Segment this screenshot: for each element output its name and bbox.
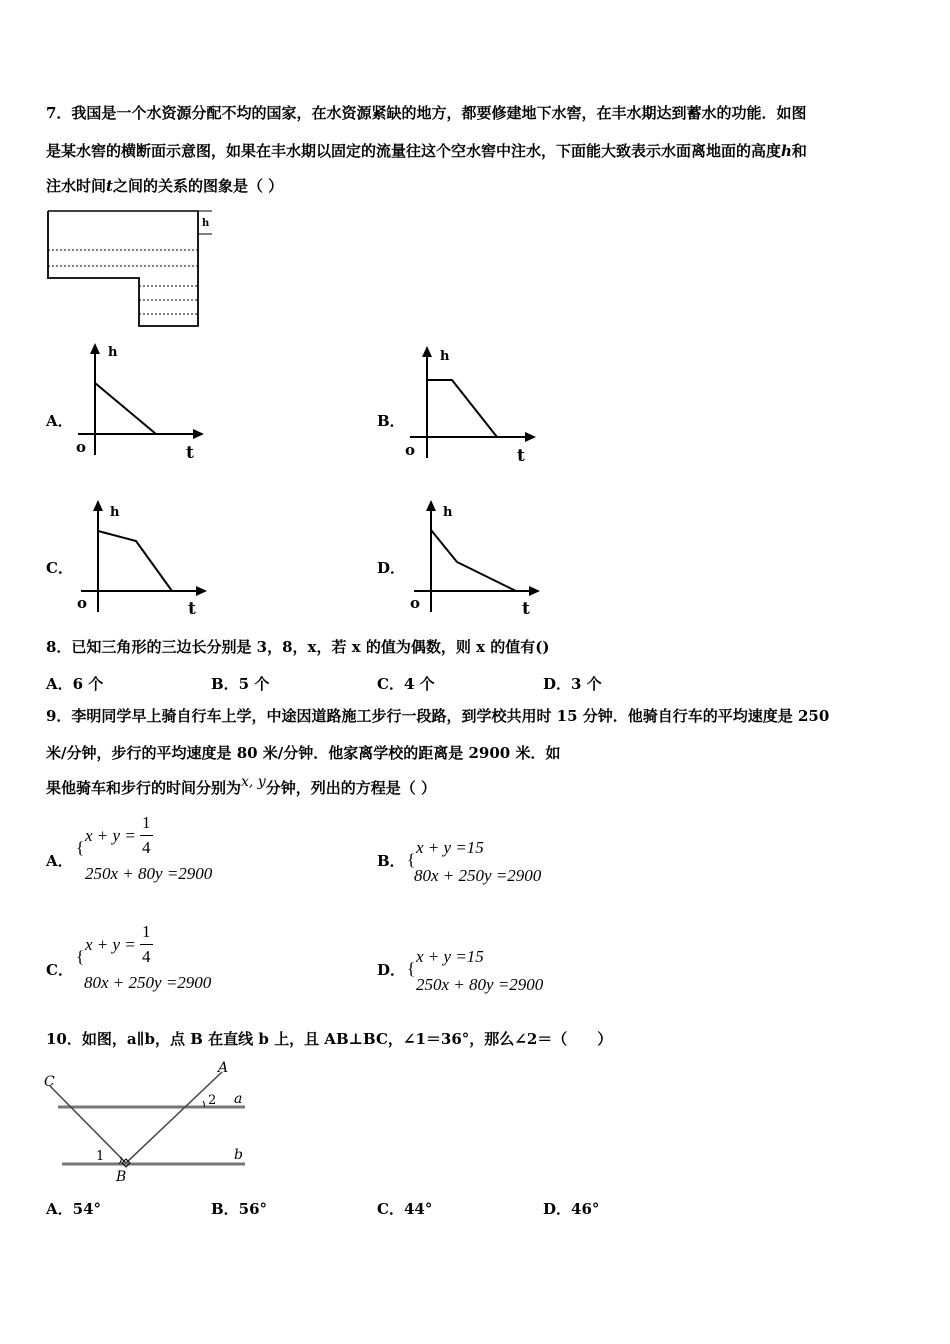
svg-text:o: o bbox=[405, 441, 416, 459]
label-b: B bbox=[116, 1169, 127, 1185]
graph-curve bbox=[427, 380, 497, 437]
svg-text:h: h bbox=[110, 505, 120, 520]
q9-line2: 米/分钟，步行的平均速度是 80 米/分钟．他家离学校的距离是 2900 米．如 bbox=[46, 744, 561, 762]
q9-d-eq1: x + y =15 bbox=[416, 947, 484, 966]
brace: { bbox=[407, 850, 416, 869]
q7-graph-c[interactable] bbox=[73, 497, 223, 622]
q7-line2 bbox=[46, 136, 807, 166]
label-2: 2 bbox=[208, 1093, 217, 1108]
q7-option-d-label[interactable]: D． bbox=[377, 559, 406, 577]
svg-text:h: h bbox=[443, 505, 453, 520]
q9-line3 bbox=[46, 773, 436, 804]
label-c: C bbox=[44, 1074, 55, 1090]
q9-option-a-label[interactable]: A． bbox=[46, 852, 73, 870]
q7-line3 bbox=[46, 171, 283, 201]
graph-curve bbox=[95, 383, 156, 434]
segment-bc bbox=[50, 1086, 126, 1163]
svg-text:o: o bbox=[76, 438, 87, 456]
q9-line3b: 分钟，列出的方程是（ ） bbox=[265, 779, 436, 797]
fraction-bar bbox=[140, 835, 153, 836]
graph-curve bbox=[98, 531, 172, 591]
q9-c-eq1: x + y = bbox=[85, 935, 136, 954]
q7-option-a-label[interactable]: A． bbox=[46, 412, 73, 430]
q8-option-c[interactable]: C．4 个 bbox=[377, 675, 435, 693]
q9-c-den: 4 bbox=[142, 947, 151, 966]
q10-stem: 10．如图，a∥b，点 B 在直线 b 上，且 AB⊥BC，∠1＝36°，那么∠2＝（ ） bbox=[46, 1030, 613, 1048]
q7-option-b-label[interactable]: B． bbox=[377, 412, 405, 430]
q9-line1: 9．李明同学早上骑自行车上学，中途因道路施工步行一段路，到学校共用时 15 分钟．他骑自行车的平均速度是 250 bbox=[46, 707, 830, 725]
q9-a-den: 4 bbox=[142, 838, 151, 857]
brace: { bbox=[407, 959, 416, 978]
q9-b-eq2: 80x + 250y =2900 bbox=[414, 866, 542, 885]
q8-option-b[interactable]: B．5 个 bbox=[211, 675, 270, 693]
q10-option-d[interactable]: D．46° bbox=[543, 1200, 600, 1218]
label-1: 1 bbox=[96, 1149, 105, 1164]
fraction-bar bbox=[140, 944, 153, 945]
q9-a-eq1: x + y = bbox=[85, 826, 136, 845]
svg-text:o: o bbox=[410, 594, 421, 612]
q8-option-d[interactable]: D．3 个 bbox=[543, 675, 602, 693]
cellar-outline bbox=[48, 211, 198, 326]
q10-option-a[interactable]: A．54° bbox=[46, 1200, 102, 1218]
svg-text:t: t bbox=[186, 443, 194, 463]
q9-b-eq1: x + y =15 bbox=[416, 838, 484, 857]
q10-option-b[interactable]: B．56° bbox=[211, 1200, 268, 1218]
q9-a-eq2: 250x + 80y =2900 bbox=[85, 864, 213, 883]
q7-var-h: h bbox=[781, 142, 792, 160]
q7-graph-a[interactable] bbox=[70, 340, 220, 465]
q9-option-d-label[interactable]: D． bbox=[377, 961, 406, 979]
svg-text:o: o bbox=[77, 594, 88, 612]
svg-text:h: h bbox=[440, 349, 450, 364]
q9-a-num: 1 bbox=[142, 813, 151, 832]
q8-option-a[interactable]: A．6 个 bbox=[46, 675, 104, 693]
q7-option-c-label[interactable]: C． bbox=[46, 559, 73, 577]
q7-line2b: 和 bbox=[791, 142, 807, 160]
q9-c-eq2: 80x + 250y =2900 bbox=[84, 973, 212, 992]
q9-c-num: 1 bbox=[142, 922, 151, 941]
svg-text:t: t bbox=[517, 446, 525, 466]
q10-figure bbox=[40, 1056, 260, 1186]
diagram-h-label: h bbox=[202, 218, 210, 229]
q7-var-t: t bbox=[106, 177, 113, 195]
q10-option-c[interactable]: C．44° bbox=[377, 1200, 433, 1218]
brace: { bbox=[76, 838, 85, 857]
q7-graph-d[interactable] bbox=[406, 497, 556, 622]
q7-graph-b[interactable] bbox=[402, 343, 552, 468]
q9-option-b-label[interactable]: B． bbox=[377, 852, 405, 870]
q7-line3a: 注水时间 bbox=[46, 177, 107, 195]
label-line-a: a bbox=[234, 1091, 243, 1107]
q7-line2a: 是某水窖的横断面示意图，如果在丰水期以固定的流量往这个空水窖中注水，下面能大致表示水面离地面的高度 bbox=[46, 142, 782, 160]
cellar-diagram bbox=[44, 208, 219, 330]
svg-text:t: t bbox=[522, 599, 530, 619]
svg-text:t: t bbox=[188, 599, 196, 619]
q7-line1: 7．我国是一个水资源分配不均的国家，在水资源紧缺的地方，都要修建地下水窖，在丰水期达到蓄水的功能．如图 bbox=[46, 104, 807, 122]
label-line-b: b bbox=[234, 1147, 243, 1163]
q9-line3a: 果他骑车和步行的时间分别为 bbox=[46, 779, 242, 797]
q8-stem: 8．已知三角形的三边长分别是 3，8，x，若 x 的值为偶数，则 x 的值有() bbox=[46, 638, 550, 656]
q9-vars: x, y bbox=[241, 774, 266, 790]
segment-ab bbox=[126, 1072, 222, 1163]
svg-text:h: h bbox=[108, 345, 118, 360]
brace: { bbox=[76, 947, 85, 966]
q9-option-c-label[interactable]: C． bbox=[46, 961, 73, 979]
graph-curve bbox=[431, 530, 516, 591]
q7-line3b: 之间的关系的图象是（ ） bbox=[112, 177, 284, 195]
label-a: A bbox=[218, 1060, 229, 1076]
q9-d-eq2: 250x + 80y =2900 bbox=[416, 975, 544, 994]
